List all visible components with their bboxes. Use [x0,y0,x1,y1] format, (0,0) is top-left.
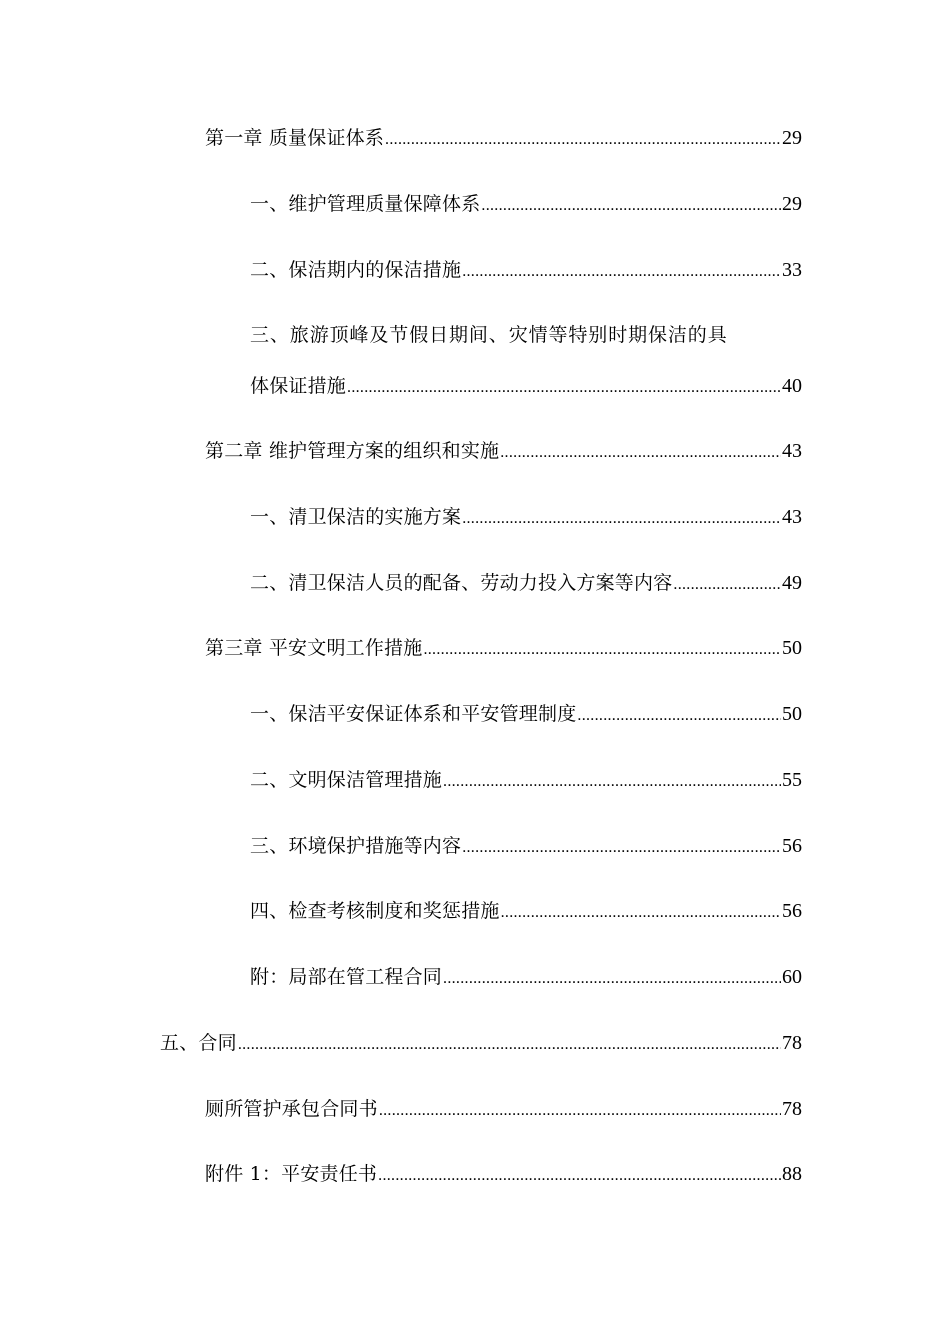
toc-entry-title: 三、环境保护措施等内容 [250,835,462,857]
toc-entry-page: 55 [782,769,802,791]
toc-entry-page: 49 [782,572,802,594]
toc-leader-dots [443,774,781,790]
toc-leader-dots [462,264,781,280]
toc-entry-section [250,967,802,987]
toc-entry-page: 29 [782,193,802,215]
toc-leader-dots [378,1168,781,1184]
toc-entry-page: 78 [782,1098,802,1120]
toc-entry-attachment-1 [205,1164,802,1184]
toc-entry-title: 二、保洁期内的保洁措施 [250,259,462,281]
toc-entry-part-5 [160,1033,802,1053]
toc-leader-dots [501,905,781,921]
toc-leader-dots [462,840,781,856]
toc-leader-dots [462,511,781,527]
toc-leader-dots [673,577,781,593]
toc-leader-dots [577,708,781,724]
toc-leader-dots [347,380,781,396]
toc-entry-title: 附件 1：平安责任书 [205,1163,378,1185]
toc-entry-title: 第三章 平安文明工作措施 [205,637,423,659]
toc-entry-section [250,573,802,593]
toc-entry-page: 88 [782,1163,802,1185]
toc-entry-title: 第二章 维护管理方案的组织和实施 [205,440,500,462]
toc-entry-page: 56 [782,900,802,922]
toc-entry-title: 四、检查考核制度和奖惩措施 [250,900,500,922]
toc-entry-title: 二、文明保洁管理措施 [250,769,443,791]
toc-entry-section [250,260,802,280]
toc-entry-title: 一、维护管理质量保障体系 [250,193,481,215]
toc-entry-page: 33 [782,259,802,281]
toc-leader-dots [500,445,781,461]
toc-entry-title-line1: 三、旅游顶峰及节假日期间、灾情等特别时期保洁的具 [250,324,728,346]
toc-entry-page: 78 [782,1032,802,1054]
toc-entry-title: 厕所管护承包合同书 [205,1098,378,1120]
toc-entry-chapter-1 [205,128,802,148]
toc-entry-page: 56 [782,835,802,857]
toc-leader-dots [385,132,781,148]
toc-entry-section [250,376,802,396]
toc-leader-dots [238,1037,781,1053]
toc-entry-title: 体保证措施 [250,375,347,397]
toc-entry-section [250,704,802,724]
toc-entry-section [250,507,802,527]
toc-entry-contract [205,1099,802,1119]
toc-entry-page: 50 [782,703,802,725]
toc-entry-page: 43 [782,506,802,528]
toc-entry-page: 40 [782,375,802,397]
toc-entry-section [250,901,802,921]
toc-entry-title: 一、保洁平安保证体系和平安管理制度 [250,703,577,725]
toc-entry-page: 43 [782,440,802,462]
toc-leader-dots [423,642,781,658]
toc-entry-chapter-3 [205,638,802,658]
toc-leader-dots [379,1103,781,1119]
toc-entry-title: 一、清卫保洁的实施方案 [250,506,462,528]
toc-entry-section [250,194,802,214]
toc-leader-dots [481,198,781,214]
toc-entry-section [250,836,802,856]
toc-entry-title: 附：局部在管工程合同 [250,966,443,988]
toc-entry-chapter-2 [205,441,802,461]
toc-entry-page: 29 [782,127,802,149]
toc-entry-page: 60 [782,966,802,988]
toc-entry-section [250,770,802,790]
toc-entry-page: 50 [782,637,802,659]
toc-entry-title: 五、合同 [160,1032,237,1054]
toc-leader-dots [443,971,781,987]
toc-entry-title: 第一章 质量保证体系 [205,127,385,149]
toc-entry-title: 二、清卫保洁人员的配备、劳动力投入方案等内容 [250,572,673,594]
